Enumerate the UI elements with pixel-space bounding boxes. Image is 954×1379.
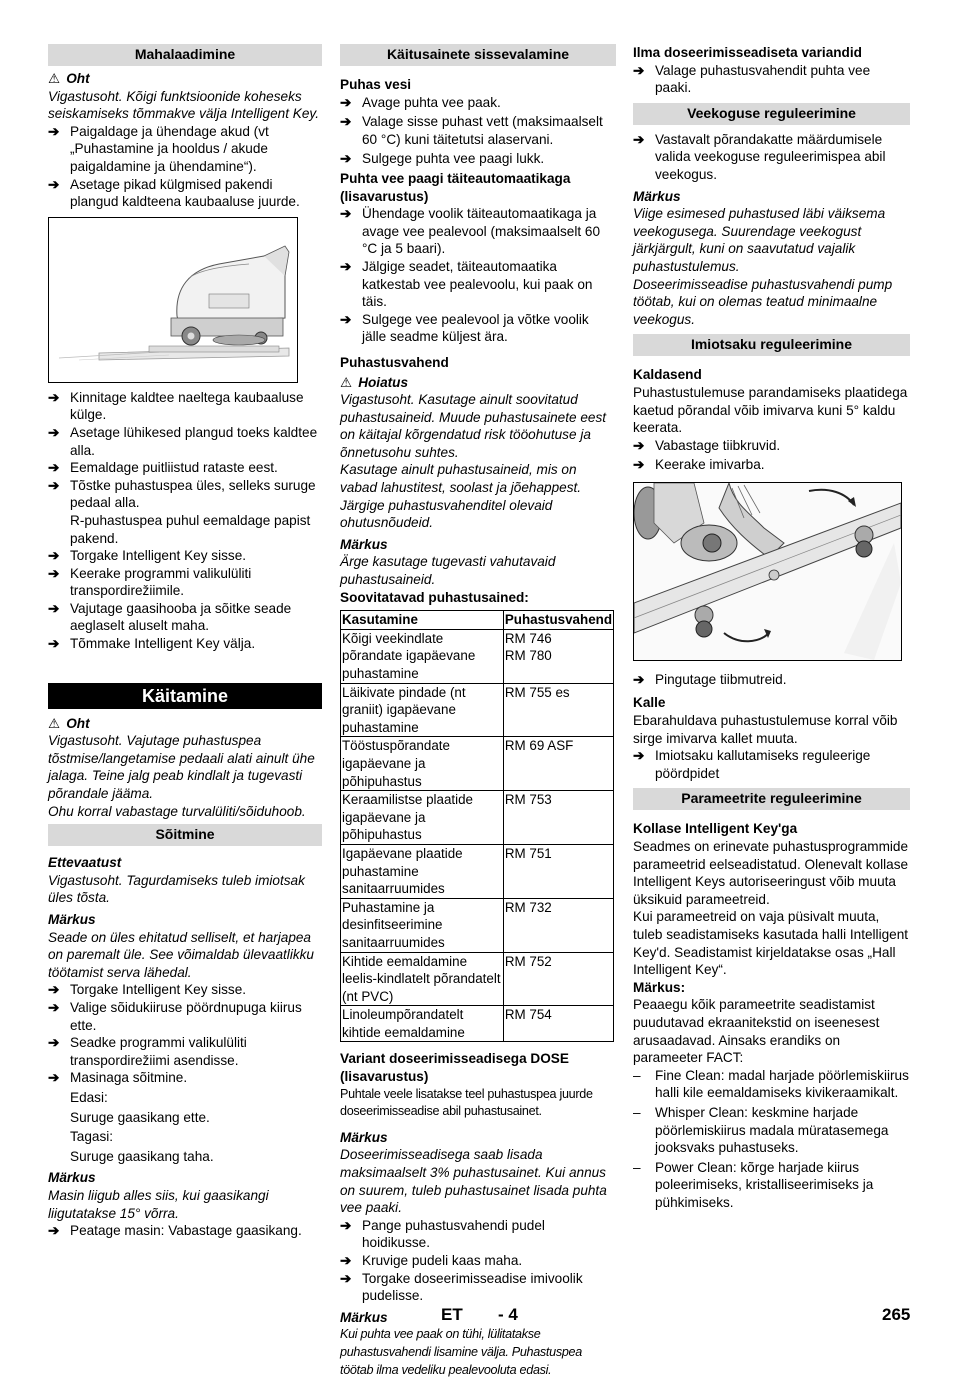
step-item: ➔ Sulgege vee pealevool ja võtke voolik jälle seadme küljest ära. (340, 311, 589, 345)
chapter-heading: Käitamine (48, 683, 322, 709)
dash-icon: – (633, 1067, 641, 1083)
note-label: Märkus (340, 1129, 388, 1145)
danger-text-2: Ohu korral vabastage turvalüliti/sõiduhoob. (48, 803, 306, 819)
arrow-icon: ➔ (340, 1217, 352, 1233)
paragraph: Kui parameetreid on vaja püsivalt muuta, tuleb seadistamiseks kasutada halli Intelligent Key'd. Seadistamist kirjeldatakse osas „Hall Intelligent Key“. (633, 909, 909, 978)
cell-detergent: RM 754 (503, 1006, 613, 1042)
dash-item: – Fine Clean: madal harjade pöörlemiskiirus halli kile eemaldamiseks kivikeraamikalt. (633, 1067, 909, 1101)
step-note: R-puhastuspea puhul eemaldage papist pakend. (70, 512, 311, 546)
dash-item: – Whisper Clean: keskmine harjade pöörlemiskiirus madala müratasemega jooksvaks puhastuseks. (633, 1104, 889, 1156)
arrow-icon: ➔ (48, 1223, 60, 1239)
table-header-cell: Kasutamine (341, 611, 504, 630)
warning-text-2: Kasutage ainult puhastusaineid, mis on vabad lahustitest, soolast ja jõehappest. Järgige puhastusvahenditel olevaid ohutusnõudeid. (340, 462, 582, 531)
step-item: ➔ Seadke programmi valikulüliti transpordirežiimi asendisse. (48, 1035, 247, 1068)
step-item: ➔ Vabastage tiibkruvid. (633, 437, 781, 453)
step-item: ➔ Valage puhastusvahendit puhta vee paaki. (633, 62, 871, 96)
note-label: Märkus (48, 1170, 96, 1186)
cell-detergent: RM 753 (503, 791, 613, 845)
subheading: Ilma doseerimisseadiseta variandid (633, 45, 862, 60)
figure-squeegee (633, 482, 902, 661)
arrow-icon: ➔ (48, 600, 60, 616)
table-row (341, 737, 614, 791)
cell-detergent: RM 755 es (503, 683, 613, 737)
step-item: ➔ Asetage pikad külgmised pakendi plangud kaldteena kaubaaluse juurde. (48, 176, 300, 210)
arrow-icon: ➔ (48, 548, 60, 564)
arrow-icon: ➔ (48, 389, 60, 405)
step-item: ➔ Jälgige seadet, täiteautomaatika katkestab vee pealevoolu, kui paak on täis. (340, 258, 593, 310)
arrow-icon: ➔ (48, 982, 60, 998)
subheading: Puhta vee paagi täiteautomaatikaga (lisavarustus) (340, 170, 571, 204)
step-note: Tagasi: (70, 1129, 114, 1145)
footer-page-local: - 4 (498, 1305, 518, 1324)
caution-text: Vigastusoht. Tagurdamiseks tuleb imiotsak üles tõsta. (48, 872, 305, 906)
arrow-icon: ➔ (340, 206, 352, 222)
warning-triangle-icon: ⚠ (48, 71, 61, 86)
section-heading: Parameetrite reguleerimine (633, 788, 910, 810)
arrow-icon: ➔ (340, 1270, 352, 1286)
cell-detergent: RM 732 (503, 898, 613, 952)
arrow-icon: ➔ (633, 437, 645, 453)
cell-usage: Kihtide eemaldamine leelis-kindlatelt põrandatelt (nt PVC) (341, 952, 504, 1006)
step-item: ➔ Kinnitage kaldtee naeltega kaubaaluse külge. (48, 389, 304, 423)
arrow-icon: ➔ (48, 176, 60, 192)
section-heading: Mahalaadimine (48, 44, 322, 66)
variant-text: Puhtale veele lisatakse teel puhastuspea juurde doseerimisseadise abil puhastusainet. (340, 1086, 593, 1119)
section-heading: Sõitmine (48, 824, 322, 846)
column-3 (633, 44, 910, 1212)
column-1 (48, 44, 322, 1240)
arrow-icon: ➔ (48, 460, 60, 476)
step-item: ➔ Tõstke puhastuspea üles, selleks suruge pedaal alla. (48, 477, 316, 511)
arrow-icon: ➔ (340, 258, 352, 274)
warning-triangle-icon: ⚠ (340, 374, 353, 390)
step-note: Suruge gaasikang ette. (70, 1109, 210, 1125)
note-label: Märkus: (633, 979, 686, 995)
cell-usage: Keraamilistse plaatide igapäevane ja põhipuhastus (341, 791, 504, 845)
paragraph: Ebarahuldava puhastustulemuse korral võib sirge imivarva kallet muuta. (633, 713, 898, 746)
arrow-icon: ➔ (340, 1253, 352, 1268)
step-item: ➔ Torgake Intelligent Key sisse. (48, 982, 247, 998)
step-item: ➔ Eemaldage puitliistud rataste eest. (48, 460, 278, 476)
subheading: Variant doseerimisseadisega DOSE (lisavarustus) (340, 1051, 569, 1085)
squeegee-illustration (634, 483, 901, 660)
machine-illustration (49, 218, 297, 382)
step-item: ➔ Vajutage gaasihooba ja sõitke seade aeglaselt aluselt maha. (48, 600, 292, 634)
arrow-icon: ➔ (340, 311, 352, 327)
cell-detergent: RM 751 (503, 844, 613, 898)
arrow-icon: ➔ (48, 636, 60, 652)
arrow-icon: ➔ (633, 671, 645, 687)
footer-page-number: 265 (882, 1305, 911, 1324)
note-text: Kui puhta vee paak on tühi, lülitatakse puhastusvahendi lisamine välja. Puhastuspea töötab ilma vedeliku pealevooluta edasi. (340, 1327, 582, 1377)
step-item: ➔ Tõmmake Intelligent Key välja. (48, 636, 256, 652)
step-item: ➔ Peatage masin: Vabastage gaasikang. (48, 1223, 302, 1239)
step-note: Suruge gaasikang taha. (70, 1148, 214, 1164)
table-row (341, 952, 614, 1006)
danger-label: ⚠ Oht (48, 715, 90, 731)
step-item: ➔ Torgake doseerimisseadise imivoolik pudelisse. (340, 1270, 583, 1304)
note-text: Masin liigub alles siis, kui gaasikangi liigutatakse 15° võrra. (48, 1187, 269, 1221)
step-item: ➔ Asetage lühikesed plangud toeks kaldtee alla. (48, 424, 318, 458)
note-text: Ärge kasutage tugevasti vahutavaid puhastusaineid. (340, 554, 556, 588)
step-item: ➔ Paigaldage ja ühendage akud (vt „Puhastamine ja hooldus / akude paigaldamine ja ühendamine“). (48, 123, 269, 174)
subheading: Puhas vesi (340, 77, 412, 92)
table-row (341, 791, 614, 845)
step-item: ➔ Valige sõidukiiruse pöördnupuga kiirus ette. (48, 999, 302, 1033)
arrow-icon: ➔ (633, 62, 645, 78)
step-item: ➔ Keerake imivarba. (633, 457, 765, 473)
step-item: ➔ Torgake Intelligent Key sisse. (48, 548, 247, 564)
dash-item: – Power Clean: kõrge harjade kiirus poleerimiseks, kristalliseerimiseks ja pühkimiseks. (633, 1159, 874, 1210)
arrow-icon: ➔ (48, 565, 60, 581)
warning-text: Vigastusoht. Kasutage ainult soovitatud puhastusaineid. Muude puhastusainete eest on käitajal kõrgendatud risk tööohutuse ja õnnetusohu suhtes. (340, 392, 607, 460)
table-row (341, 898, 614, 952)
arrow-icon: ➔ (340, 94, 352, 110)
arrow-icon: ➔ (48, 1070, 60, 1086)
warning-label: ⚠ Hoiatus (340, 374, 409, 390)
table-body (341, 629, 614, 1042)
step-note: Edasi: (70, 1089, 108, 1105)
step-item: ➔ Ühendage voolik täiteautomaatikaga ja avage vee pealevool (maksimaalselt 60 °C ja 5 baari). (340, 206, 601, 257)
note-text: Seade on üles ehitatud selliselt, et harjapea on paremalt üle. See võimaldab ülevaatlikku töötamist serva lähedal. (48, 929, 314, 980)
table-row (341, 629, 614, 683)
table-header-row (341, 611, 614, 630)
subheading: Soovitatavad puhastusained: (340, 589, 529, 605)
step-item: ➔ Avage puhta vee paak. (340, 94, 501, 110)
arrow-icon: ➔ (340, 114, 352, 130)
caution-label: Ettevaatust (48, 855, 122, 871)
danger-text: Vigastusoht. Kõigi funktsioonide koheseks seiskamiseks tõmmakve välja Intelligent Key. (48, 88, 319, 122)
danger-text: Vigastusoht. Vajutage puhastuspea tõstmise/langetamise pedaali alati ainult ühe jalaga. Teine jalg peab kindlalt ja tugevasti põrandale jääma. (48, 733, 315, 802)
step-item: ➔ Pingutage tiibmutreid. (633, 671, 787, 687)
arrow-icon: ➔ (48, 999, 60, 1015)
subheading: Kalle (633, 695, 666, 711)
table-row (341, 683, 614, 737)
arrow-icon: ➔ (633, 131, 645, 147)
section-heading: Imiotsaku reguleerimine (633, 334, 910, 356)
cell-detergent: RM 69 ASF (503, 737, 613, 791)
figure-machine-on-pallet (48, 217, 298, 383)
cell-usage: Linoleumpõrandatelt kihtide eemaldamine (341, 1006, 504, 1042)
dash-icon: – (633, 1159, 641, 1175)
paragraph: Seadmes on erinevate puhastusprogrammide parameetrid eelseadistatud. Olenevalt kollase Intelligent Keys autoriseeringust võib muuta üksikuid parameetreid. (633, 839, 909, 907)
arrow-icon: ➔ (633, 748, 645, 764)
step-item: ➔ Vastavalt põrandakatte määrdumisele valida veekoguse reguleerimispea abil veekogus. (633, 131, 886, 182)
warning-triangle-icon: ⚠ (48, 715, 61, 731)
arrow-icon: ➔ (340, 151, 352, 167)
danger-label: ⚠ Oht (48, 71, 90, 86)
section-heading: Veekoguse reguleerimine (633, 103, 910, 125)
footer-language: ET (441, 1305, 463, 1324)
arrow-icon: ➔ (48, 424, 60, 440)
cell-usage: Puhastamine ja desinfitseerimine sanitaarruumides (341, 898, 504, 952)
note-text-2: Doseerimisseadise puhastusvahendi pump töötab, kui on olemas teatud minimaalne veekogus. (633, 276, 893, 327)
section-heading: Käitusainete sissevalamine (340, 44, 616, 66)
step-item: ➔ Pange puhastusvahendi pudel hoidikusse. (340, 1217, 545, 1251)
paragraph: Peaaegu kõik parameetrite seadistamist puudutavad ekraanitekstid on iseenesest arusaadavad. Ainsaks erandiks on parameeter FACT: (633, 997, 880, 1066)
arrow-icon: ➔ (633, 457, 645, 473)
cell-usage: Läikivate pindade (nt graniit) igapäevane puhastamine (341, 683, 504, 737)
paragraph: Puhastustulemuse parandamiseks plaatidega kaetud põrandal võib imivarva kuni 5° kaldu keerata. (633, 384, 908, 436)
step-item: ➔ Kruvige pudeli kaas maha. (340, 1253, 523, 1268)
arrow-icon: ➔ (48, 1035, 60, 1051)
table-row (341, 1006, 614, 1042)
subheading: Kaldasend (633, 367, 702, 383)
step-item: ➔ Sulgege puhta vee paagi lukk. (340, 151, 545, 167)
cell-usage: Igapäevane plaatide puhastamine sanitaarruumides (341, 844, 504, 898)
dash-icon: – (633, 1104, 641, 1120)
note-label: Märkus (340, 1309, 388, 1325)
note-text: Viige esimesed puhastused läbi väiksema veekogusega. Suurendage veekogust järkjärgult, kuni on saavutatud vajalik puhastustulemus. (633, 206, 886, 274)
step-item: ➔ Keerake programmi valikulüliti transpordirežiimile. (48, 565, 252, 599)
note-label: Märkus (340, 536, 388, 552)
cell-usage: Kõigi veekindlate põrandate igapäevane puhastamine (341, 629, 504, 683)
note-text: Doseerimisseadisega saab lisada maksimaalselt 3% puhastusainet. Kui annus on suurem, tuleb puhastusainet lisada puhta vee paaki. (340, 1147, 607, 1216)
cell-detergent: RM 746 RM 780 (503, 629, 613, 683)
detergent-table (340, 610, 614, 1042)
step-item: ➔ Imiotsaku kallutamiseks reguleerige pöördpidet (633, 748, 871, 781)
table-row (341, 844, 614, 898)
table-header-cell: Puhastusvahend (503, 611, 613, 630)
step-item: ➔ Masinaga sõitmine. (48, 1070, 188, 1086)
cell-usage: Tööstuspõrandate igapäevane ja põhipuhastus (341, 737, 504, 791)
arrow-icon: ➔ (48, 123, 60, 139)
column-2 (340, 44, 616, 1379)
note-label: Märkus (48, 912, 96, 927)
subheading: Puhastusvahend (340, 354, 449, 370)
step-item: ➔ Valage sisse puhast vett (maksimaalselt 60 °C) kuni täitetutsi alaservani. (340, 114, 603, 147)
cell-detergent: RM 752 (503, 952, 613, 1006)
arrow-icon: ➔ (48, 477, 60, 493)
subheading: Kollase Intelligent Key'ga (633, 821, 798, 837)
note-label: Märkus (633, 188, 681, 204)
